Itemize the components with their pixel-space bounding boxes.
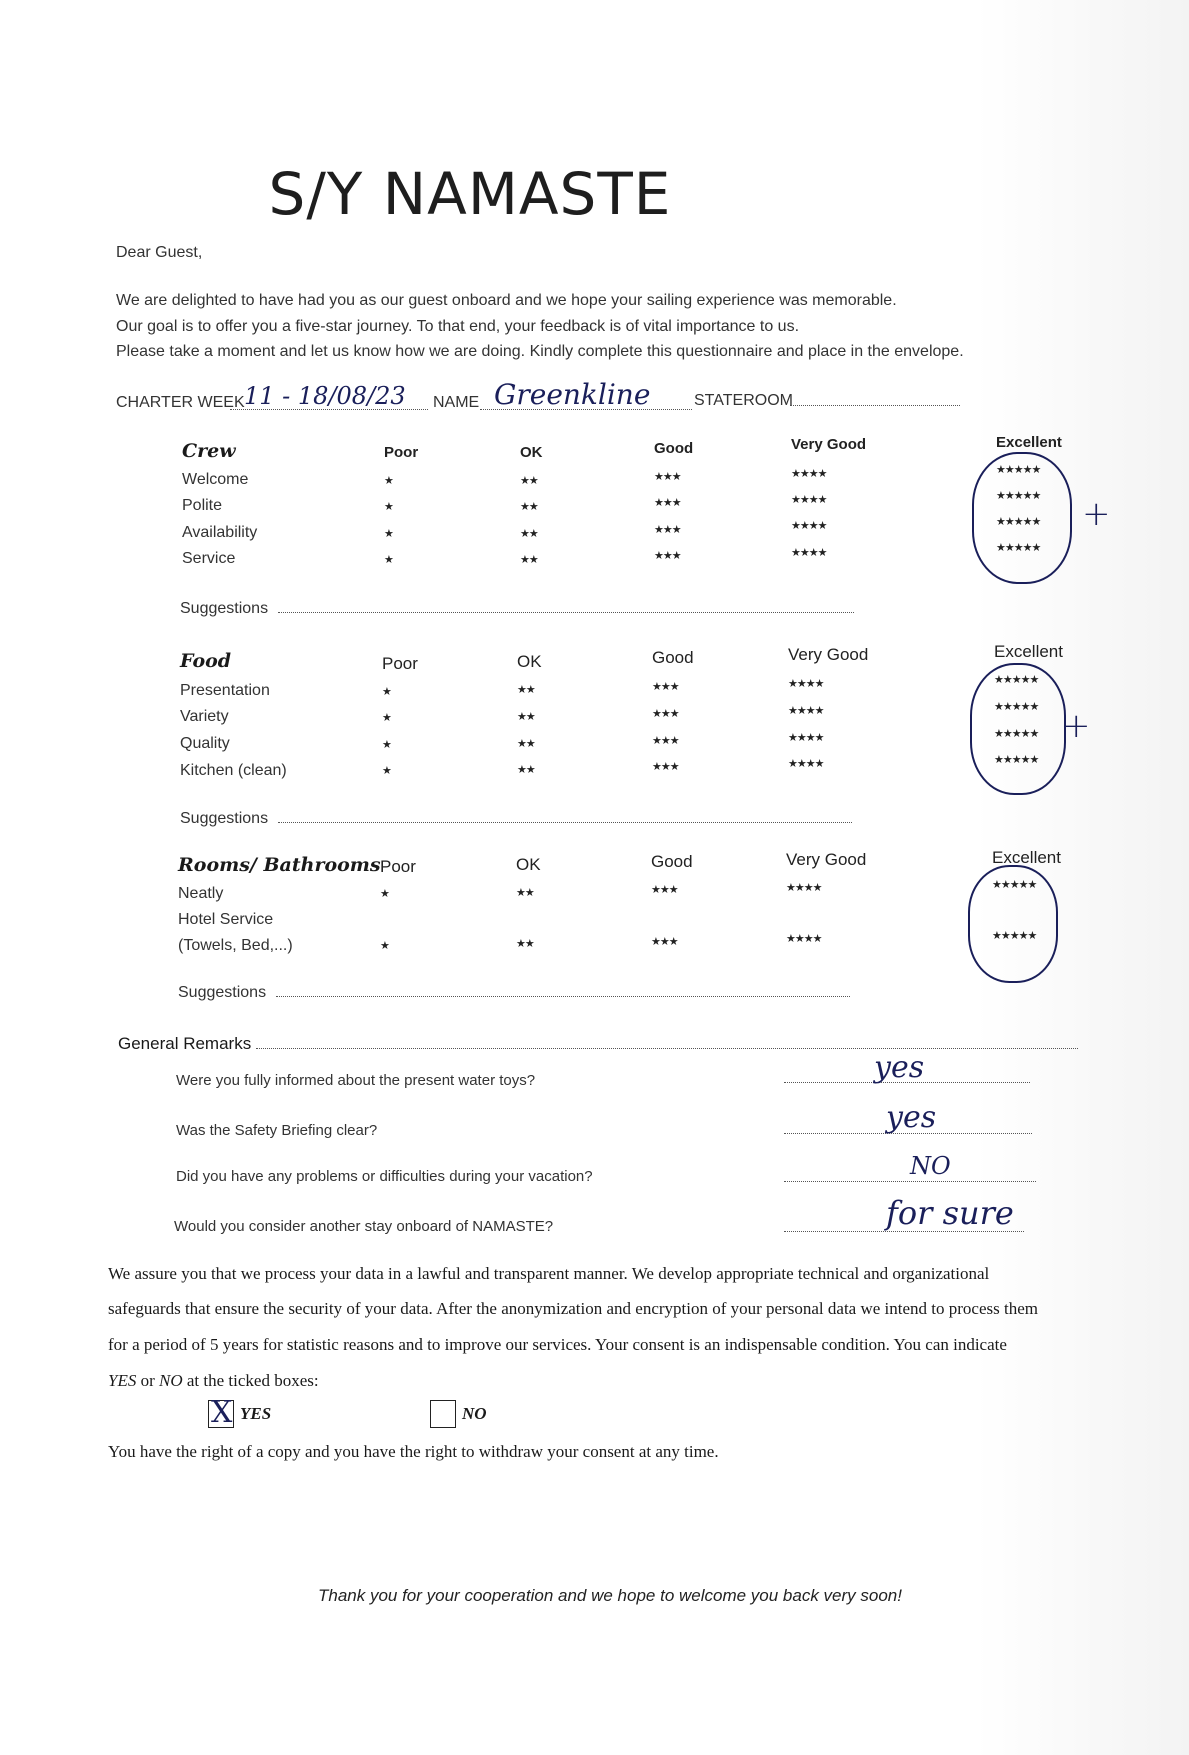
food-col-ok: OK	[517, 652, 542, 671]
crew-service-good[interactable]: ★★★	[654, 550, 681, 562]
consent-line-4-rest: at the ticked boxes:	[182, 1371, 319, 1390]
rooms-suggestions-label: Suggestions	[178, 984, 267, 1001]
rooms-hotel-ok[interactable]: ★★	[516, 938, 534, 950]
crew-suggestions-field[interactable]	[278, 612, 854, 613]
remark-answer-problems: NO	[910, 1152, 951, 1180]
crew-polite-very-good[interactable]: ★★★★	[791, 494, 827, 506]
food-col-very-good: Very Good	[788, 645, 869, 664]
rooms-suggestions-field[interactable]	[276, 996, 850, 997]
rooms-hotel-good[interactable]: ★★★	[651, 936, 678, 948]
rooms-title: Rooms/ Bathrooms	[178, 854, 381, 876]
stateroom-label: STATEROOM	[694, 392, 793, 409]
consent-line-4	[108, 1363, 1123, 1398]
food-presentation-poor[interactable]: ★	[382, 686, 391, 698]
consent-rights-text: You have the right of a copy and you have the right to withdraw your consent at any time.	[108, 1442, 719, 1461]
remark-question-safety-briefing: Was the Safety Briefing clear?	[176, 1122, 378, 1139]
remark-answer-water-toys: yes	[874, 1050, 925, 1085]
crew-polite-excellent[interactable]: ★★★★★	[996, 490, 1041, 502]
general-remarks-field[interactable]	[256, 1048, 1078, 1049]
crew-welcome-ok[interactable]: ★★	[520, 475, 538, 487]
rooms-row-hotel-service: Hotel Service	[178, 911, 274, 928]
rooms-neatly-poor[interactable]: ★	[380, 888, 389, 900]
crew-polite-poor[interactable]: ★	[384, 501, 393, 513]
food-quality-very-good[interactable]: ★★★★	[788, 732, 824, 744]
rooms-neatly-very-good[interactable]: ★★★★	[786, 882, 822, 894]
crew-availability-poor[interactable]: ★	[384, 528, 393, 540]
page-title: S/Y NAMASTE	[268, 160, 672, 228]
crew-row-availability: Availability	[182, 524, 258, 541]
consent-no-label: NO	[462, 1404, 487, 1423]
rooms-col-poor: Poor	[380, 857, 416, 876]
general-remarks-label: General Remarks	[118, 1034, 252, 1053]
intro-line-1: We are delighted to have had you as our guest onboard and we hope your sailing experience was memorable.	[116, 292, 897, 309]
closing-message: Thank you for your cooperation and we hope to welcome you back very soon!	[317, 1586, 902, 1605]
consent-line-2: safeguards that ensure the security of your data. After the anonymization and encryption of your personal data we intend to process them	[108, 1299, 1038, 1318]
charter-week-label: CHARTER WEEK	[116, 394, 245, 411]
food-presentation-excellent[interactable]: ★★★★★	[994, 674, 1039, 686]
food-quality-poor[interactable]: ★	[382, 739, 391, 751]
greeting: Dear Guest,	[116, 244, 203, 261]
crew-availability-good[interactable]: ★★★	[654, 524, 681, 536]
consent-yes-checkbox[interactable]	[208, 1395, 234, 1430]
food-presentation-ok[interactable]: ★★	[517, 684, 535, 696]
remark-question-water-toys: Were you fully informed about the present water toys?	[176, 1072, 536, 1089]
food-suggestions-field[interactable]	[278, 822, 852, 823]
rooms-hotel-poor[interactable]: ★	[380, 940, 389, 952]
food-row-kitchen: Kitchen (clean)	[180, 762, 287, 779]
crew-polite-good[interactable]: ★★★	[654, 497, 681, 509]
crew-title: Crew	[182, 440, 236, 462]
remark-answer-safety-briefing: yes	[886, 1100, 937, 1135]
crew-availability-ok[interactable]: ★★	[520, 528, 538, 540]
crew-availability-very-good[interactable]: ★★★★	[791, 520, 827, 532]
food-col-good: Good	[652, 648, 694, 667]
consent-no-word: NO	[159, 1371, 183, 1390]
consent-yes-check-mark: X	[211, 1395, 233, 1430]
food-variety-poor[interactable]: ★	[382, 712, 391, 724]
food-variety-ok[interactable]: ★★	[517, 711, 535, 723]
crew-col-poor: Poor	[384, 444, 419, 461]
food-col-poor: Poor	[382, 654, 418, 673]
food-row-variety: Variety	[180, 708, 229, 725]
consent-line-3: for a period of 5 years for statistic reasons and to improve our services. Your consent is an indispensable condition. You can indicate	[108, 1335, 1007, 1354]
crew-row-polite: Polite	[182, 497, 223, 514]
food-kitchen-poor[interactable]: ★	[382, 765, 391, 777]
crew-service-poor[interactable]: ★	[384, 554, 393, 566]
crew-plus-mark: +	[1082, 494, 1111, 534]
crew-service-ok[interactable]: ★★	[520, 554, 538, 566]
name-value: Greenkline	[494, 378, 651, 411]
crew-service-very-good[interactable]: ★★★★	[791, 547, 827, 559]
name-label: NAME	[433, 394, 480, 411]
rooms-col-very-good: Very Good	[786, 850, 867, 869]
food-title: Food	[180, 650, 232, 672]
food-kitchen-good[interactable]: ★★★	[652, 761, 679, 773]
rooms-neatly-good[interactable]: ★★★	[651, 884, 678, 896]
rooms-col-excellent: Excellent	[992, 848, 1061, 867]
crew-excellent-circle	[972, 452, 1072, 584]
consent-yes-label: YES	[240, 1404, 272, 1423]
charter-week-value: 11 - 18/08/23	[244, 382, 406, 410]
crew-polite-ok[interactable]: ★★	[520, 501, 538, 513]
crew-welcome-poor[interactable]: ★	[384, 475, 393, 487]
crew-row-service: Service	[182, 550, 236, 567]
rooms-hotel-excellent[interactable]: ★★★★★	[992, 930, 1037, 942]
food-presentation-very-good[interactable]: ★★★★	[788, 678, 824, 690]
crew-col-very-good: Very Good	[791, 436, 867, 453]
crew-welcome-very-good[interactable]: ★★★★	[791, 468, 827, 480]
food-col-excellent: Excellent	[994, 642, 1063, 661]
food-row-presentation: Presentation	[180, 682, 270, 699]
food-kitchen-ok[interactable]: ★★	[517, 764, 535, 776]
food-suggestions-label: Suggestions	[180, 810, 269, 827]
food-presentation-good[interactable]: ★★★	[652, 681, 679, 693]
food-quality-ok[interactable]: ★★	[517, 738, 535, 750]
rooms-hotel-very-good[interactable]: ★★★★	[786, 933, 822, 945]
rooms-row-neatly: Neatly	[178, 885, 224, 902]
rooms-excellent-circle	[968, 865, 1058, 983]
food-excellent-circle	[970, 663, 1066, 795]
food-quality-good[interactable]: ★★★	[652, 735, 679, 747]
crew-col-ok: OK	[520, 444, 543, 461]
crew-welcome-excellent[interactable]: ★★★★★	[996, 464, 1041, 476]
rooms-neatly-ok[interactable]: ★★	[516, 887, 534, 899]
food-kitchen-excellent[interactable]: ★★★★★	[994, 754, 1039, 766]
rooms-col-good: Good	[651, 852, 693, 871]
food-variety-very-good[interactable]: ★★★★	[788, 705, 824, 717]
crew-col-good: Good	[654, 440, 694, 457]
crew-col-excellent: Excellent	[996, 434, 1062, 451]
intro-line-2: Our goal is to offer you a five-star journey. To that end, your feedback is of vital importance to us.	[116, 318, 800, 335]
food-kitchen-very-good[interactable]: ★★★★	[788, 758, 824, 770]
stateroom-field[interactable]	[790, 405, 960, 406]
crew-availability-excellent[interactable]: ★★★★★	[996, 516, 1041, 528]
crew-suggestions-label: Suggestions	[180, 600, 269, 617]
food-quality-excellent[interactable]: ★★★★★	[994, 728, 1039, 740]
food-variety-good[interactable]: ★★★	[652, 708, 679, 720]
consent-line-1: We assure you that we process your data in a lawful and transparent manner. We develop appropriate technical and organizational	[108, 1264, 990, 1283]
crew-service-excellent[interactable]: ★★★★★	[996, 542, 1041, 554]
consent-or-word: or	[136, 1371, 160, 1390]
remark-answer-line-problems[interactable]	[784, 1181, 1036, 1182]
intro-line-3: Please take a moment and let us know how we are doing. Kindly complete this questionnaire and place in the envelope.	[116, 343, 964, 360]
food-variety-excellent[interactable]: ★★★★★	[994, 701, 1039, 713]
food-row-quality: Quality	[180, 735, 230, 752]
crew-welcome-good[interactable]: ★★★	[654, 471, 681, 483]
consent-no-checkbox[interactable]	[430, 1400, 456, 1428]
remark-question-problems: Did you have any problems or difficulties during your vacation?	[176, 1168, 593, 1185]
consent-yes-word: YES	[108, 1371, 137, 1390]
remark-question-another-stay: Would you consider another stay onboard of NAMASTE?	[174, 1218, 554, 1235]
rooms-col-ok: OK	[516, 855, 541, 874]
crew-row-welcome: Welcome	[182, 471, 249, 488]
rooms-neatly-excellent[interactable]: ★★★★★	[992, 879, 1037, 891]
rooms-row-towels: (Towels, Bed,...)	[178, 937, 293, 954]
remark-answer-another-stay: for sure	[886, 1194, 1014, 1232]
food-plus-mark: +	[1062, 706, 1091, 746]
